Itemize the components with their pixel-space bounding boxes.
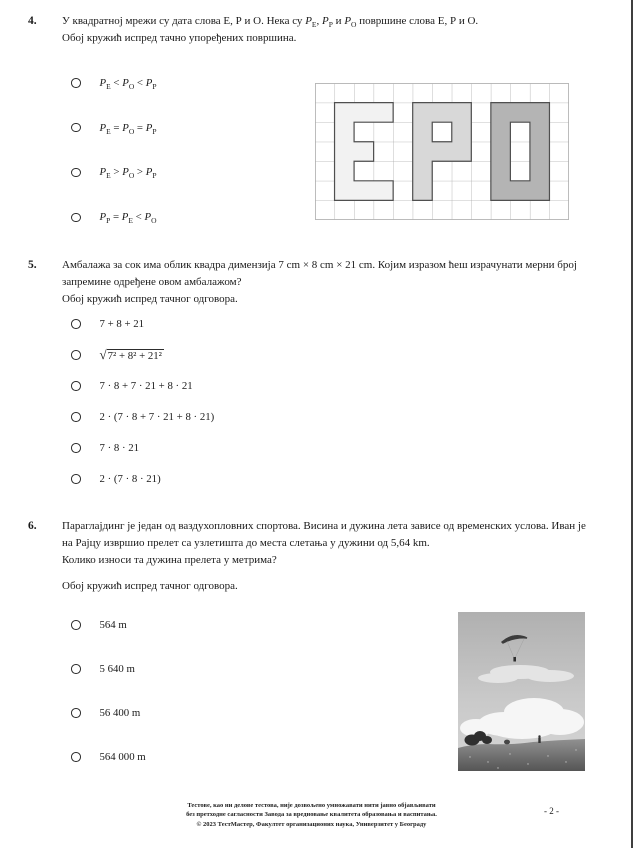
answer-option xyxy=(71,735,146,779)
option-label: 7 · 8 · 21 xyxy=(99,442,140,454)
footer-line-3: © 2023 ТестМастер, Факултет организационих наука, Универзитет у Београду xyxy=(196,820,427,828)
question-4-instruction: Обој кружић испред тачно упоређених површина. xyxy=(62,32,297,44)
option-label: $P_Е > P_О > P_Р$ xyxy=(99,166,157,181)
option-label: 56 400 m xyxy=(99,707,141,719)
radio-button-icon[interactable] xyxy=(71,381,81,391)
question-6-statement: Параглајдинг је један од ваздухопловних спортова. Висина и дужина лета зависе од временских услова. Иван је на Рајцу извршио прелет са узлетишта до места слетања у дужини од 5,64 km. Колико износи та дужина прелета у метрима? xyxy=(62,520,586,566)
question-5-number: 5. xyxy=(28,259,37,271)
radio-button-icon[interactable] xyxy=(71,708,81,718)
option-label: 7 · 8 + 7 · 21 + 8 · 21 xyxy=(99,380,193,392)
radio-button-icon[interactable] xyxy=(71,752,81,762)
radio-button-icon[interactable] xyxy=(71,78,81,88)
option-label: 5 640 m xyxy=(99,663,135,675)
question-5-instruction: Обој кружић испред тачног одговора. xyxy=(62,293,238,305)
option-label: $P_Е < P_О < P_Р$ xyxy=(99,76,157,92)
option-label: $P_Р = P_Е < P_О$ xyxy=(99,211,157,226)
question-6-instruction: Обој кружић испред тачног одговора. xyxy=(62,580,238,592)
paragliding-photo xyxy=(458,612,585,771)
option-label: 564 m xyxy=(99,619,127,631)
radio-button-icon[interactable] xyxy=(71,213,81,223)
radio-button-icon[interactable] xyxy=(71,350,81,360)
question-4-number: 4. xyxy=(28,15,37,27)
radio-button-icon[interactable] xyxy=(71,664,81,674)
option-label: 564 000 m xyxy=(99,751,146,763)
answer-option xyxy=(71,603,146,647)
radio-button-icon[interactable] xyxy=(71,168,81,178)
option-label: $P_Е = P_О = P_Р$ xyxy=(99,121,157,136)
radio-button-icon[interactable] xyxy=(71,474,81,484)
question-6-options xyxy=(71,603,146,779)
answer-option xyxy=(71,61,157,106)
footer-line-1: Тестове, као ни делове тестова, није дозвољено умножавати нити јавно објављивати xyxy=(187,802,436,809)
answer-option xyxy=(71,691,146,735)
letter-grid-figure xyxy=(315,83,569,220)
option-label: 2 · (7 · 8 · 21) xyxy=(99,473,161,485)
answer-option xyxy=(71,150,157,195)
option-label: √7² + 8² + 21² xyxy=(99,347,162,362)
answer-option xyxy=(71,371,214,402)
answer-option xyxy=(71,340,214,371)
radio-button-icon[interactable] xyxy=(71,620,81,630)
answer-option xyxy=(71,464,214,495)
radio-button-icon[interactable] xyxy=(71,412,81,422)
question-6-body xyxy=(62,518,624,595)
radio-button-icon[interactable] xyxy=(71,319,81,329)
answer-option xyxy=(71,402,214,433)
option-label: 7 + 8 + 21 xyxy=(99,318,145,330)
question-5-body xyxy=(62,257,624,308)
answer-option xyxy=(71,105,157,150)
radio-button-icon[interactable] xyxy=(71,123,81,133)
footer xyxy=(0,801,623,829)
option-label: 2 · (7 · 8 + 7 · 21 + 8 · 21) xyxy=(99,411,215,423)
radio-button-icon[interactable] xyxy=(71,443,81,453)
question-5-statement: Амбалажа за сок има облик квадра димензија 7 cm × 8 cm × 21 cm. Којим изразом ћеш израчунати мерни број запремине одређене овом амбалажом? xyxy=(62,259,577,288)
question-5-options xyxy=(71,309,214,495)
question-6-number: 6. xyxy=(28,520,37,532)
answer-option xyxy=(71,309,214,340)
answer-option xyxy=(71,647,146,691)
answer-option xyxy=(71,433,214,464)
question-4-statement: У квадратној мрежи су дата слова Е, Р и О. Нека су $P_Е$, $P_Р$ и $P_О$ површине слова Е, Р и О. xyxy=(62,15,479,30)
page-number: - 2 - xyxy=(544,806,559,816)
answer-option xyxy=(71,195,157,240)
page-edge-line xyxy=(631,0,633,848)
question-4-options xyxy=(71,61,157,240)
footer-line-2: без претходне сагласности Завода за вредновање квалитета образовања и васпитања. xyxy=(186,811,437,819)
question-4-body xyxy=(62,13,624,47)
